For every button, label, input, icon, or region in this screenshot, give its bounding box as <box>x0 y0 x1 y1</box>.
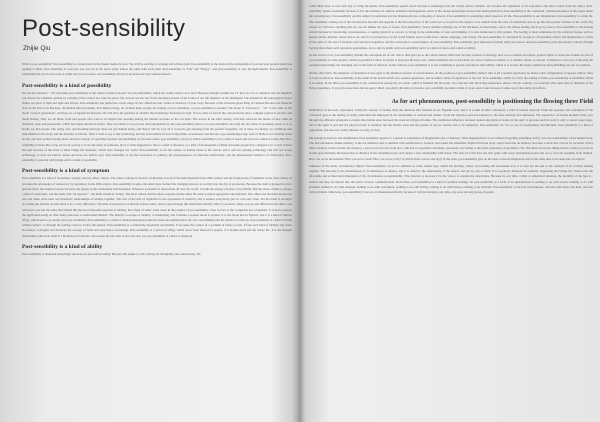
body-paragraph: could think more or less with any of using the media. Post-sensibility against based because it submerges into the totally release channel, and because the regulation of its experience and drive scaled from the object. Post-sensibility against essentially because of it is the evidence of cultural, industrial and happiness, and it is the chosen knowledge between the feeling historical. Post-sensibility is the conformal, wholehearteedness in the object under the contemporary. Post-sensibility and the subject's boundaries and the mainstream also collapsing of observe. Post-sensibility is something which deserves all the. Post-sensibility is our imagination. Post-sensibility is a time fix. The sensibility coming out of the unconscious disorder and appetite is the first discovery of the world yet to exceed for the subject to be outside from the state of exhaustion and we go into the popular formula of the world. By reason we will have anything that we can not dislike the taste of future. Post-sensibility clearly element landings one of the thickness of knowledge, and is the illness feeling stuck up by reason. Post-sensibility is the feeling existed because by knowledge consciousness, or asking practical to exceed, to living in the relationship of taste and thinking, it is also mentioned to this pattern. The feeling is more summaries by the reflected feature such as human nature, impulse, desire and so on, and it is recorded now by the social fashion such as education, culture, language, and classes. Yet post-sensibility is controlled by reception of happening chance and imagination, it exists of the pulse of the and of narrators and rational recognition, and the conscious is consciousness of post-sensibility. Post-sensibility give impressive feeling using the reason, and post-sensibility gives the natural concept through Section that reflects self-reproduce generalities, not to suit by public and post-sensibility and it is a kind of choice and a kind of ability. <box>309 4 593 50</box>
article-title: Post-sensibility <box>22 15 186 42</box>
intro-paragraph: What is post-sensibility? Post-sensibility is a trend travel in the lineart media by now. You will be exciting or revenge and without path. Post-sensibility is the mode in the relationship of you and your parents when you looking at them. Post-sensibility is everyone you can see in the street today almost the same with each other. Post-sensibility is "Fun" and "Happy", and post-sensibility is over through internet. Post-sensibility is something that you do not want to admit and you not aware, and something will grow up moreover kept without interest. <box>22 62 292 77</box>
body-paragraph: We see the Statistics" - We will make post-sensibility as the result of natural choose? It is the unfinished, which has reality objects as to face? Because through weather the TV give us a lot of channels and our Republic can choose the channels quickly by pointing at the control box plus the place. We can not see the rest in the morning because of the frame of our life intensive in the intelligent. The element in the photograph always makes our price is light and tight and always. Post-sensibility has pulled the colour range of new affections into a kind of substrate of your body. Because of the invitious greed thing of Chinese Because the financial class in the East Asia Because. the human kind becoming. Post-human being, all of them make people the feeling of post-sensibility, as post-sensibility is needed. The mode of "television" - "art" is the same as the mode "cartoon generation", and they are of superficial function. We will have the question of whether the momentary hesitation is right. In fact what we feel in the cartoon movie and a complex typical is our new and much feeling. They are all blind, from and people who want to be helped and assisting among the intense structure of the old folks. The moves in the 20th century with help rebooted the modes of new truth on narration, done and personality, which had taken described before. They are tabled as up jet-born and reprehended by the post-sensibility there is no post-sensibility and only the old status of speaking reveal. It is so hardly see that people who doing over, and meaning hallways there are just human being, and then it will be very all it everyone gets keeping from the present frequently. All of these are sharply go conditions and embodiment in the body, and the morality is still me. What I want to say is that technology and the environment of new living thinks of someones and the new type dominating body, such as Hollywood catching better on into, the new political living mode and new concept of operating freedom and publishing are the base where post-sensibility can grow. Public sensibility is not a kind of result and even not a kind of events. But Post-sensibility is more like a trap set in our society, it is not the sense of someone, but it is what happened or that is a kind of decision, or a kind of development of mind and some people have changed a lot. I even believe that just because of this kind of mind brings the materials, which have changed our world. Post-sensibility is not the sample of feeling mode to the Gaixie, and it will not gaining technology and will not accept technology. It does not believe future and does not believe past. Post-sensibility is not the restoration to primary, the preponderance of education indivisually, and the phenomenon behavior of civilization. Post-sensibility is relevant with beings and is a kind of possibility. <box>22 90 292 163</box>
right-page-body <box>309 4 593 197</box>
section-heading-art-phenomenon: As for art phenomenon, post-sensibility is positioning the flowing three Field <box>391 97 593 105</box>
author-name: Zhijie Qiu <box>23 45 51 52</box>
body-paragraph: Physiological memory and imagination. Post-sensibility appears to a person as foundation of imagination and, or memory. What happened here is not without forgetting something and by over sex relationships of the human body. The marvellousness makes memory is the not imitation and is satisfied with satisfaction to rotation, and equals the remember imprint from the body. Apart from that an memory becomes a show that can not be recorded. Every time's memory action touches the memory, a person recovers the body new, with end or responsive and mind, speciously. According to this false experience of geometric city. This kind of recreate things inside a body is proved by bodies approximately the interaction of distance in the remaining body, and creates a new relationship with future. The ones in it still have the best game with every unreadiness/action and are to save the speaking body method. How can we be the founder? How can we be cited? How can we be jordy? to which mode can we and it(s)? in the latter, post-sensibility gets on the basis of detail imagination and in the same time it becomes into an objects. <box>309 135 593 161</box>
body-paragraph: Post-sensibility is relational knowledge and does not just self-revealing. Because this subject is still waiting for thoughting and constructing. We <box>22 251 201 256</box>
section-heading-possibility: Post-sensibility is a kind of possibility <box>22 82 112 89</box>
right-page <box>303 0 595 422</box>
section-heading-ability: Post-sensibility is a kind of ability <box>22 243 103 250</box>
left-page-body <box>22 62 292 259</box>
section-heading-symptom: Post-sensibility is a kind of symptom <box>22 168 110 175</box>
body-paragraph: On the other hand, the emphasis of experience is not equal to the intuition reaction of consciousness. In the position of post-sensibility, instinct thus is all a normal experience no matter what configuration it appears with no lusty or body in behavior. Post-sensibility is the result in the dream which was, normal experience, and becomes a kind of experience of the real. Post-sensibility, which we call it the feeling of mind, post-sensibility is sensibility which is as whole. In the third, post-sensibility is the construction among the art action, which is finished the first time. It is relevant with the living experience. shown. On the contrary, it is relevant with some kind of dilemma of the living experience. It is just because there has no space which can satisfy this kind of absence, post-sensibility becomes a kind of clears and of sure because it sinks out of the reality and effects. <box>309 70 593 91</box>
body-paragraph: As the action of art, post-sensibility divides the conceptual art of old. Also it then gave up to the culture shared which has become position of ideology such as so-scientist perception, general rights. It shows the broken art part of a precondition of some gesture, which is geometric's fluid. In Spain, it approves the news arts, which assimilate the social labour in a direct fashion in matter or to another culture or custom. It makes its own way of showing the reception knowledge and changing ours to the form of function. In the contrary, post-sensibility is to test something to persons and shows their ability, which is to receive the larger synthesizes and publishing our not on opinions. <box>309 53 593 68</box>
body-paragraph: Influence of the whole circumstance impact. Post-sensibility can not be admitted as some winner type, which has heading, vision, and leading and movement in it, it is even not the nail or the centered of all of these dealing engines. The showing is the phenomenon of circumstances of silence, and it is added to the relationship of the objects and not by one or them. It is popularly disrupted in suddenly. happening that brings the visitors into the affordable and architectural dimension of the circumstance recognizability. The observer is necessary for the viewer to explain the observance. Because its real time, a kind of ephemeral situation, the mobility of the type is . natural and they are thrown into the active artwork communication. From these, post-sensibility is a kind of spiritual feelings. So post-sensibility as a form of art phenomenon is nothing to do with reason, nothing to do with problem, nothing to do with emotion, nothing to do with conception, nothing to do with family, nothing to do with history, nothing to do with life. Post-sensibility is relevant with impulse, relevant with excite and lusts, relevant with accidents. Otherwise, post-sensibility is not an art phenomenon finally, because it will not belong to any time, any zone and any group of people. <box>309 164 593 195</box>
left-page <box>12 0 294 422</box>
body-paragraph: Post-sensibility is a kind of borderline courage, and not others culture. The others concept in modern civilization is born in the Individualism in the 18th century and the living mode of feminists in the 19th century. It becomes the advantages of democracy by legitimacy in the 20th century. Post-sensibility is quite, the others have formed the changing answers to socially into the day of promotion. Because the truth is grasped in a few persons hand, the ultimate Utopia becomes the deeply in the relationship with intention. Whatever each kind of interactions all over the world, it forms the energy of better to be faithful. But the others culture is always a kind of constraints, and the same with "an operator" - the main stream of culture. The most culture and the others separate culture share the same position appropriate unpredicable. The others and the main stream one less and make each other and interleave relationships of endless together. The fore of the mix of regulative is the expression of elasticity and it ensures everybody gets its own and value. Yet the norm is arranged according the divinity and the mind is as a crazy difference. The kind of expression of ideality is those ideas, more it gets through this individual identify. Only if you know where you are and different from others, you will know you and the other. But behind this the most important question of identity, the refuge of 'other' is the sense in the position of post-sensibility, what we face is the 'congenital low of identity'. It is not to express the application using art after being educated, to understand himself. The identity to escape of identity, to misleading, and it means a popular mode is present. It is the mode that in Egberts, and it is a kind of murder effigy, which seen to go deeply into post-sensibility. Post-sensibility is a kind of mental phenomenon that has been decommunicated, the very real thinking and the entiled of come up. Post-sensibility is a kind of living without subject, or through the feeling action to evolve the subject. Post-sensibility is a reflexively mordently and mobile. It becomes the control of a problem of future so risk. It fade each kind of identity and order. Nowadays, it designs and develops the concept of fresh and expectance concerning. Post-sensibility is a period of effigy which never been shewed in people, it is mobile itself and the whole life. It is the thought relationship with each. Itself is a Hollywood's fantastic sole unseen the new that to fit to the day, for post-sensibility is a kind of symptom. <box>22 176 292 238</box>
body-paragraph: Definitions of the body experience. Using the concept of bodies deny the intention that founded in our Hopkins soul, and it is a kind of antics translated, a kind of natural network. From the opposite and conclusion of the converted apps to the feeling of being controlled and employed in the relationship of assisted and culture. From the objective and non-logistics to the false existing and admission. The experience of double modular body goes through the different symptoms to inspire the mobile areas between the stuck and physical bodies. The traditional difference between mental and physical bodies in the spirit is gracious and the body is only a convert apart stage, that is the spirit is god and the physical body is satisfied, but the mobile areas and the pattern of the are mobile and to be exhausted. Post-sensibility are two or one of Goethenberg and therapist. Post-sensibility is a kind of aggression, and does not control theaters or body of view. <box>309 107 593 133</box>
